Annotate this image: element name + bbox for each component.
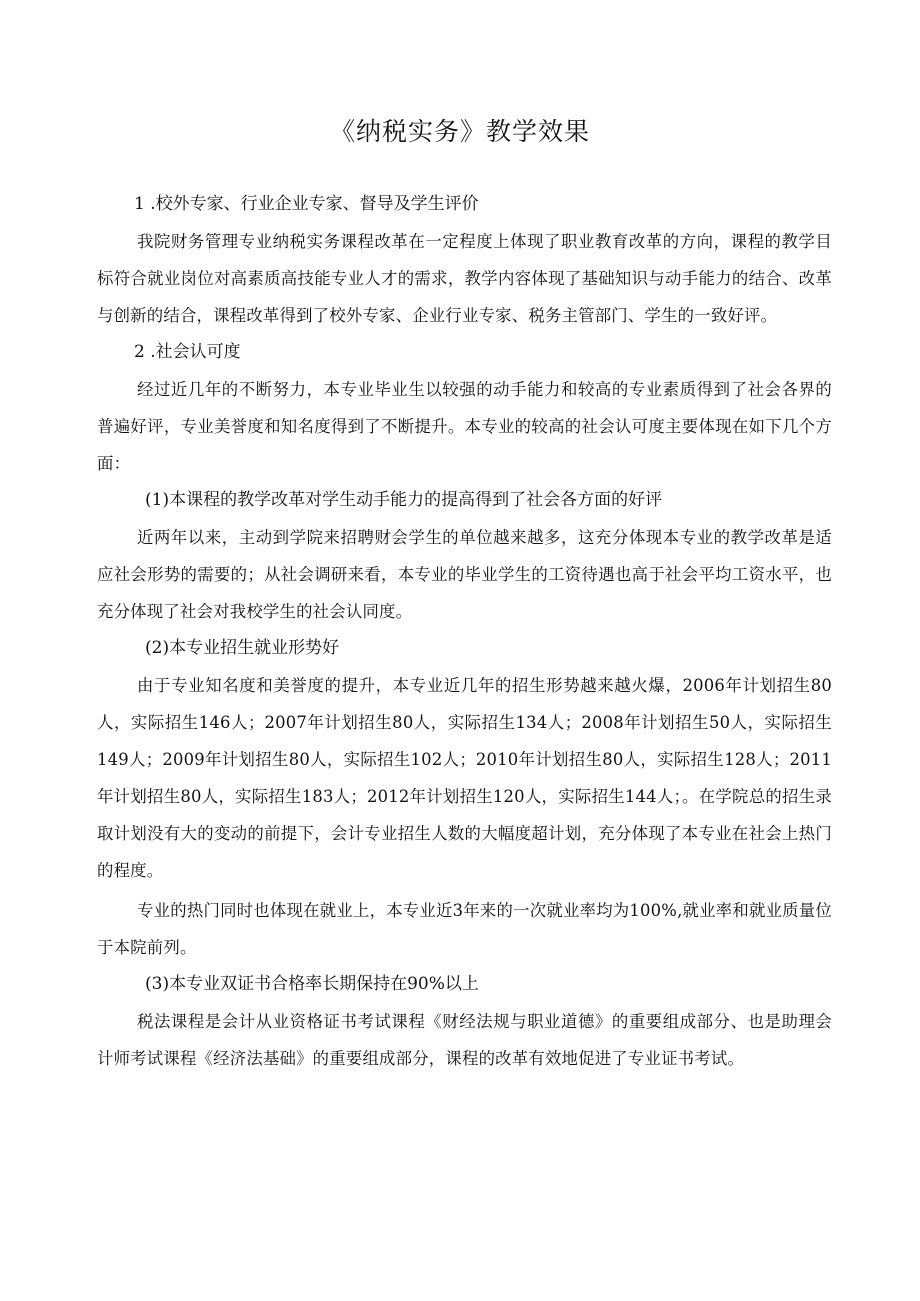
section-2-paragraph: 经过近几年的不断努力，本专业毕业生以较强的动手能力和较高的专业素质得到了社会各界的普遍好评，专业美誉度和知名度得到了不断提升。本专业的较高的社会认可度主要体现在如下几个方面： (97, 380, 832, 473)
subsection-2-paragraph-employment: 专业的热门同时也体现在就业上，本专业近3年来的一次就业率均为100%,就业率和就业质量位于本院前列。 (97, 901, 832, 957)
subsection-3-heading: (3)本专业双证书合格率长期保持在90%以上 (145, 974, 479, 994)
subsection-2-heading: (2)本专业招生就业形势好 (145, 638, 340, 658)
subsection-1-heading: (1)本课程的教学改革对学生动手能力的提高得到了社会各方面的好评 (145, 490, 663, 510)
section-2-heading: 2 .社会认可度 (134, 342, 241, 362)
subsection-2-paragraph-enrollment: 由于专业知名度和美誉度的提升，本专业近几年的招生形势越来越火爆，2006年计划招生80人，实际招生146人；2007年计划招生80人，实际招生134人；2008年计划招生50人，实际招生149人；2009年计划招生80人，实际招生102人；2010年计划招生80人，实际招生128人；2011年计划招生80人，实际招生183人；2012年计划招生120人，实际招生144人；。在学院总的招生录取计划没有大的变动的前提下，会计专业招生人数的大幅度超计划，充分体现了本专业在社会上热门的程度。 (97, 676, 832, 880)
subsection-3-paragraph: 税法课程是会计从业资格证书考试课程《财经法规与职业道德》的重要组成部分、也是助理会计师考试课程《经济法基础》的重要组成部分，课程的改革有效地促进了专业证书考试。 (97, 1012, 832, 1068)
document-title: 《纳税实务》教学效果 (329, 117, 590, 146)
subsection-1-paragraph: 近两年以来，主动到学院来招聘财会学生的单位越来越多，这充分体现本专业的教学改革是适应社会形势的需要的；从社会调研来看，本专业的毕业学生的工资待遇也高于社会平均工资水平，也充分体现了社会对我校学生的社会认同度。 (97, 528, 832, 621)
document-body (97, 186, 832, 1077)
section-1-heading: 1 .校外专家、行业企业专家、督导及学生评价 (134, 194, 479, 214)
section-1-paragraph: 我院财务管理专业纳税实务课程改革在一定程度上体现了职业教育改革的方向，课程的教学目标符合就业岗位对高素质高技能专业人才的需求，教学内容体现了基础知识与动手能力的结合、改革与创新的结合，课程改革得到了校外专家、企业行业专家、税务主管部门、学生的一致好评。 (97, 232, 832, 325)
